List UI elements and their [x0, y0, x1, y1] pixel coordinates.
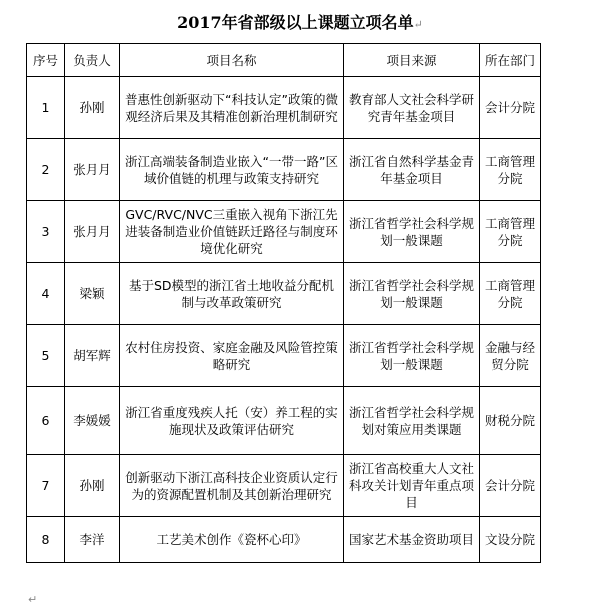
paragraph-mark-icon: ↵ — [28, 593, 38, 606]
cell-dept: 文设分院 — [480, 517, 541, 563]
table-row — [27, 263, 541, 325]
cell-source: 教育部人文社会科学研究青年基金项目 — [344, 77, 480, 139]
cell-seq: 8 — [27, 517, 65, 563]
return-mark-icon: ↵ — [413, 18, 423, 31]
cell-seq: 2 — [27, 139, 65, 201]
cell-name: GVC/RVC/NVC三重嵌入视角下浙江先进装备制造业价值链跃迁路径与制度环境优化研究 — [120, 201, 344, 263]
cell-name: 工艺美术创作《瓷杯心印》 — [120, 517, 344, 563]
cell-seq: 1 — [27, 77, 65, 139]
cell-dept: 财税分院 — [480, 387, 541, 455]
cell-lead: 李媛媛 — [65, 387, 120, 455]
table-row — [27, 517, 541, 563]
cell-dept: 工商管理分院 — [480, 263, 541, 325]
page-title: 2017年省部级以上课题立项名单↵ — [177, 13, 423, 32]
cell-seq: 6 — [27, 387, 65, 455]
table-row — [27, 325, 541, 387]
cell-seq: 4 — [27, 263, 65, 325]
cell-name: 创新驱动下浙江高科技企业资质认定行为的资源配置机制及其创新治理研究 — [120, 455, 344, 517]
cell-source: 浙江省高校重大人文社科攻关计划青年重点项目 — [344, 455, 480, 517]
cell-name: 浙江省重度残疾人托（安）养工程的实施现状及政策评估研究 — [120, 387, 344, 455]
cell-dept: 会计分院 — [480, 455, 541, 517]
cell-dept: 会计分院 — [480, 77, 541, 139]
cell-lead: 梁颖 — [65, 263, 120, 325]
cell-dept: 金融与经贸分院 — [480, 325, 541, 387]
cell-source: 浙江省自然科学基金青年基金项目 — [344, 139, 480, 201]
cell-name: 农村住房投资、家庭金融及风险管控策略研究 — [120, 325, 344, 387]
cell-seq: 3 — [27, 201, 65, 263]
table-row — [27, 201, 541, 263]
cell-lead: 孙刚 — [65, 77, 120, 139]
cell-source: 浙江省哲学社会科学规划对策应用类课题 — [344, 387, 480, 455]
table-row — [27, 77, 541, 139]
cell-lead: 李洋 — [65, 517, 120, 563]
header-dept: 所在部门 — [480, 44, 541, 77]
cell-source: 浙江省哲学社会科学规划一般课题 — [344, 201, 480, 263]
table-row — [27, 139, 541, 201]
cell-source: 国家艺术基金资助项目 — [344, 517, 480, 563]
cell-dept: 工商管理分院 — [480, 201, 541, 263]
cell-source: 浙江省哲学社会科学规划一般课题 — [344, 325, 480, 387]
header-name: 项目名称 — [120, 44, 344, 77]
project-table — [26, 43, 541, 563]
cell-source: 浙江省哲学社会科学规划一般课题 — [344, 263, 480, 325]
cell-name: 普惠性创新驱动下“科技认定”政策的微观经济后果及其精准创新治理机制研究 — [120, 77, 344, 139]
header-source: 项目来源 — [344, 44, 480, 77]
table-row — [27, 455, 541, 517]
table-row — [27, 387, 541, 455]
cell-name: 基于SD模型的浙江省土地收益分配机制与改革政策研究 — [120, 263, 344, 325]
cell-lead: 张月月 — [65, 201, 120, 263]
cell-lead: 张月月 — [65, 139, 120, 201]
header-lead: 负责人 — [65, 44, 120, 77]
cell-name: 浙江高端装备制造业嵌入“一带一路”区域价值链的机理与政策支持研究 — [120, 139, 344, 201]
cell-dept: 工商管理分院 — [480, 139, 541, 201]
cell-seq: 7 — [27, 455, 65, 517]
table-header-row — [27, 44, 541, 77]
cell-seq: 5 — [27, 325, 65, 387]
cell-lead: 孙刚 — [65, 455, 120, 517]
cell-lead: 胡军辉 — [65, 325, 120, 387]
header-seq: 序号 — [27, 44, 65, 77]
